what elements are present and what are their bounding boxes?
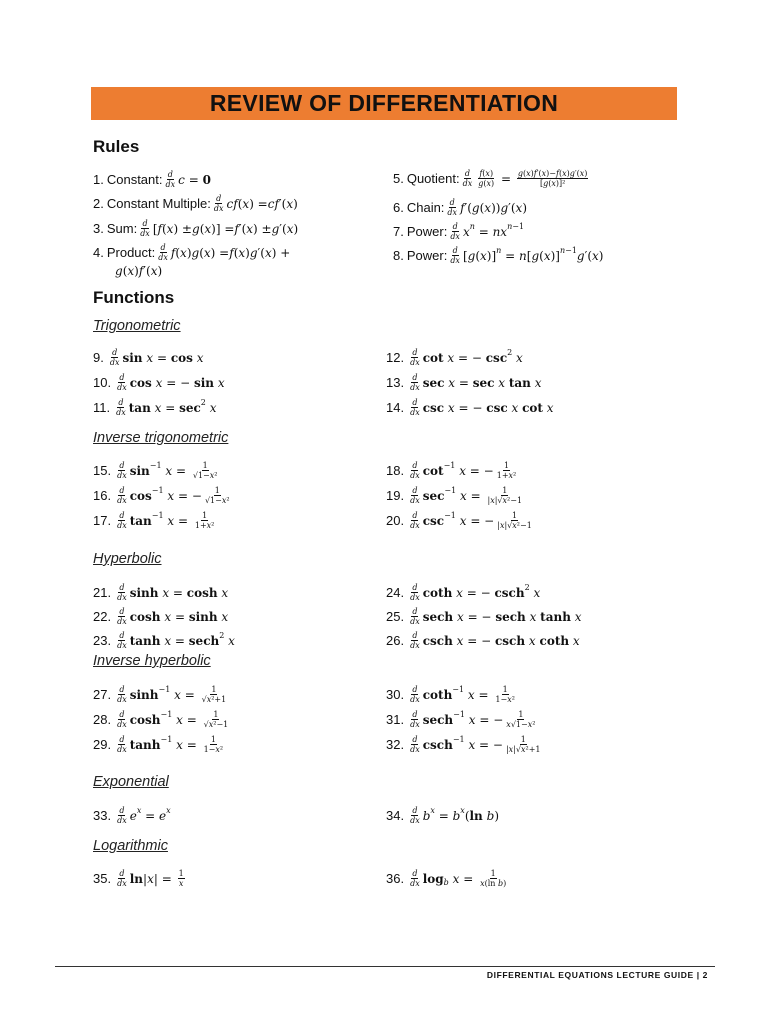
formula-25: 25. $\frac{d}{dx}$ sech x = − sech x tanh x bbox=[386, 607, 582, 626]
rule-5: 5. Quotient: $\frac{d}{dx}$ $\frac{f(x)}{g(x)}$ = $\frac{g(x)f'(x)-f(x)g'(x)}{\text{[g(x)]²}}$ bbox=[393, 169, 588, 188]
formula-21: 21. $\frac{d}{dx}$ sinh x = cosh x bbox=[93, 583, 229, 602]
formula-33: 33. $\frac{d}{dx}$ e x = e x bbox=[93, 806, 171, 825]
formula-20: 20. $\frac{d}{dx}$ csc −1 x = − $\frac{1}{\text{|x|√x²−1}}$ bbox=[386, 511, 532, 530]
formula-34: 34. $\frac{d}{dx}$ b x = b x ( ln b ) bbox=[386, 806, 499, 825]
subheading-inverse-trigonometric: Inverse trigonometric bbox=[93, 430, 229, 446]
rule-2: 2. Constant Multiple: $\frac{d}{dx}$ cf ( x ) = cf ′( x ) bbox=[93, 194, 298, 213]
formula-9: 9. $\frac{d}{dx}$ sin x = cos x bbox=[93, 348, 204, 367]
formula-24: 24. $\frac{d}{dx}$ coth x = − csch 2 x bbox=[386, 583, 541, 602]
rule-1: 1. Constant: $\frac{d}{dx}$ c = 0 bbox=[93, 170, 211, 189]
subheading-trigonometric: Trigonometric bbox=[93, 318, 181, 334]
formula-18: 18. $\frac{d}{dx}$ cot −1 x = − $\frac{1}{\text{1+x²}}$ bbox=[386, 461, 517, 480]
formula-10: 10. $\frac{d}{dx}$ cos x = − sin x bbox=[93, 373, 225, 392]
rule-8: 8. Power: $\frac{d}{dx}$ [ g ( x )] n = n [ g ( x )] n−1 g ′( x ) bbox=[393, 246, 604, 265]
formula-23: 23. $\frac{d}{dx}$ tanh x = sech 2 x bbox=[93, 631, 235, 650]
formula-29: 29. $\frac{d}{dx}$ tanh −1 x = $\frac{1}{\text{1−x²}}$ bbox=[93, 735, 224, 754]
rule-7: 7. Power: $\frac{d}{dx}$ x n = nx n−1 bbox=[393, 222, 525, 241]
subheading-logarithmic: Logarithmic bbox=[93, 838, 168, 854]
formula-36: 36. $\frac{d}{dx}$ log b x = $\frac{1}{\text{x(ln b)}}$ bbox=[386, 869, 507, 888]
formula-11: 11. $\frac{d}{dx}$ tan x = sec 2 x bbox=[93, 398, 217, 417]
formula-27: 27. $\frac{d}{dx}$ sinh −1 x = $\frac{1}{\text{√x²+1}}$ bbox=[93, 685, 227, 704]
formula-30: 30. $\frac{d}{dx}$ coth −1 x = $\frac{1}{\text{1−x²}}$ bbox=[386, 685, 515, 704]
formula-12: 12. $\frac{d}{dx}$ cot x = − csc 2 x bbox=[386, 348, 523, 367]
rule-4: 4. Product: $\frac{d}{dx}$ f ( x ) g ( x ) = f ( x ) g ′( x ) + bbox=[93, 243, 291, 262]
subheading-inverse-hyperbolic: Inverse hyperbolic bbox=[93, 653, 211, 669]
formula-31: 31. $\frac{d}{dx}$ sech −1 x = − $\frac{1}{\text{x√1−x²}}$ bbox=[386, 710, 536, 729]
rule-3: 3. Sum: $\frac{d}{dx}$ [ f ( x ) ± g ( x )] = f ′( x ) ± g ′( x ) bbox=[93, 219, 299, 238]
subheading-hyperbolic: Hyperbolic bbox=[93, 551, 162, 567]
formula-13: 13. $\frac{d}{dx}$ sec x = sec x tan x bbox=[386, 373, 542, 392]
formula-16: 16. $\frac{d}{dx}$ cos −1 x = − $\frac{1}{\text{√1−x²}}$ bbox=[93, 486, 230, 505]
subheading-exponential: Exponential bbox=[93, 774, 169, 790]
formula-32: 32. $\frac{d}{dx}$ csch −1 x = − $\frac{1}{\text{|x|√x²+1}}$ bbox=[386, 735, 541, 754]
footer-divider bbox=[55, 966, 715, 967]
formula-17: 17. $\frac{d}{dx}$ tan −1 x = $\frac{1}{\text{1+x²}}$ bbox=[93, 511, 215, 530]
title-banner bbox=[91, 87, 677, 120]
page-title: REVIEW OF DIFFERENTIATION bbox=[209, 90, 559, 116]
rules-heading: Rules bbox=[93, 137, 140, 156]
footer-text: DIFFERENTIAL EQUATIONS LECTURE GUIDE | 2 bbox=[486, 970, 708, 980]
rule-4-continuation: g ( x ) f ′( x ) bbox=[115, 264, 163, 278]
formula-35: 35. $\frac{d}{dx}$ ln | x | = $\frac{1}{x}$ bbox=[93, 869, 184, 888]
rule-6: 6. Chain: $\frac{d}{dx}$ f ′( g ( x )) g ′( x ) bbox=[393, 198, 528, 217]
functions-heading: Functions bbox=[93, 288, 175, 307]
formula-19: 19. $\frac{d}{dx}$ sec −1 x = $\frac{1}{\text{|x|√x²−1}}$ bbox=[386, 486, 523, 505]
formula-15: 15. $\frac{d}{dx}$ sin −1 x = $\frac{1}{\text{√1−x²}}$ bbox=[93, 461, 218, 480]
formula-28: 28. $\frac{d}{dx}$ cosh −1 x = $\frac{1}{\text{√x²−1}}$ bbox=[93, 710, 229, 729]
formula-22: 22. $\frac{d}{dx}$ cosh x = sinh x bbox=[93, 607, 229, 626]
formula-14: 14. $\frac{d}{dx}$ csc x = − csc x cot x bbox=[386, 398, 554, 417]
formula-26: 26. $\frac{d}{dx}$ csch x = − csch x coth x bbox=[386, 631, 580, 650]
